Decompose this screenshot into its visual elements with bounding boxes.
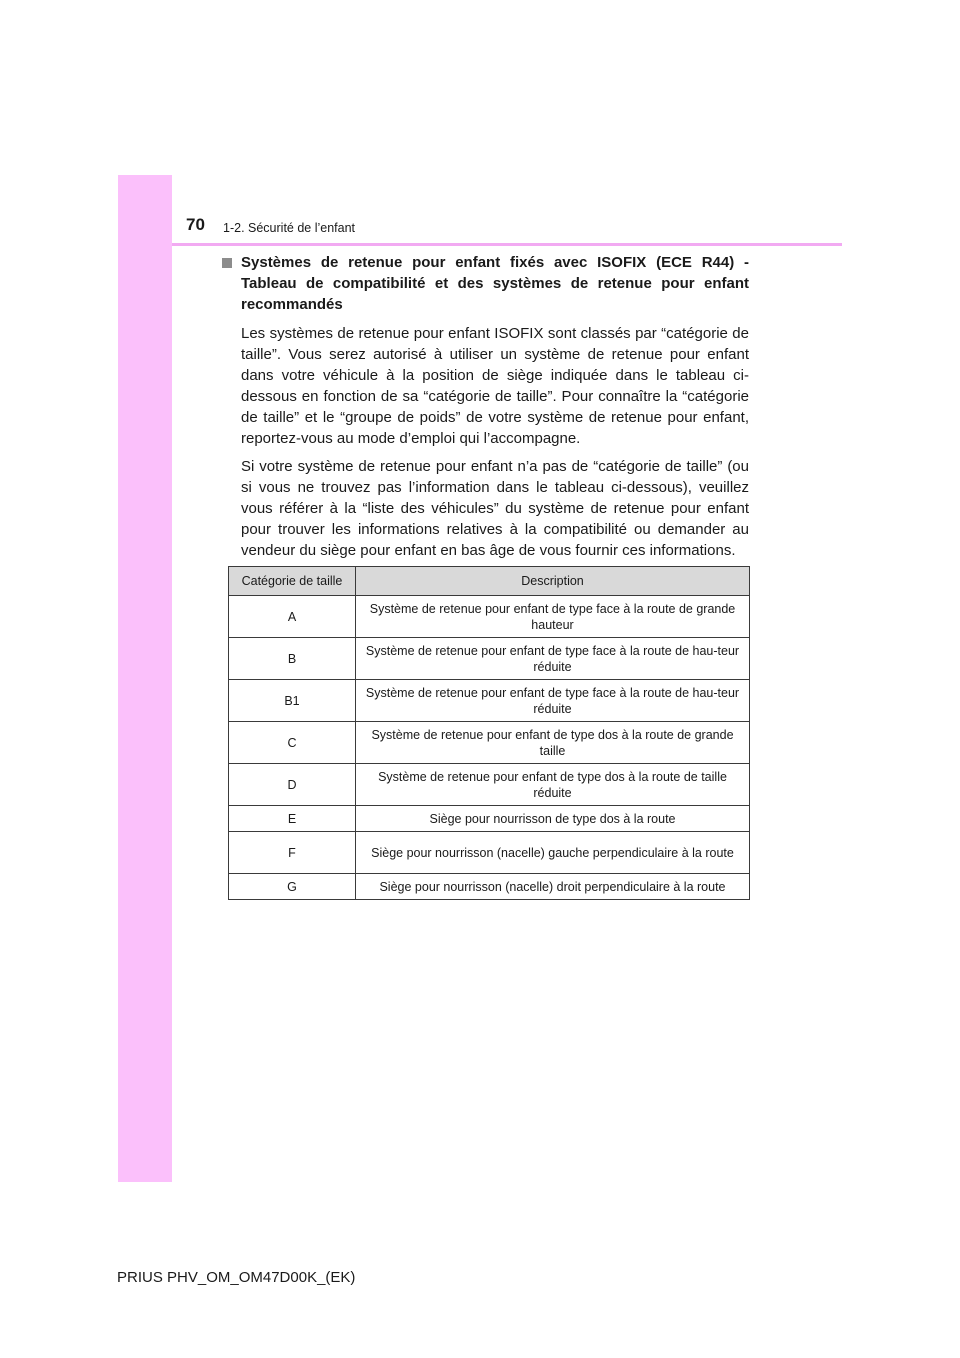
table-row (229, 680, 750, 722)
table-row (229, 806, 750, 832)
header-category: Catégorie de taille (229, 567, 356, 596)
side-tab-band (118, 175, 172, 1182)
row-description: Système de retenue pour enfant de type dos à la route de taille réduite (356, 764, 750, 806)
row-category: F (229, 832, 356, 874)
row-description: Système de retenue pour enfant de type dos à la route de grande taille (356, 722, 750, 764)
row-category: D (229, 764, 356, 806)
section-title: 1-2. Sécurité de l’enfant (223, 221, 356, 235)
row-category: B (229, 638, 356, 680)
row-description: Système de retenue pour enfant de type face à la route de hau-teur réduite (356, 680, 750, 722)
size-category-table (228, 566, 750, 900)
row-category: G (229, 874, 356, 900)
document-code: PRIUS PHV_OM_OM47D00K_(EK) (117, 1269, 356, 1286)
paragraph-2: Si votre système de retenue pour enfant n’a pas de “catégorie de taille” (ou si vous ne trouvez pas l’information dans le tableau ci-dessous), veuillez vous référer à la “liste des véhicules” du système de retenue pour enfant pour trouver les informations relatives à la compatibilité ou demander au vendeur du siège pour enfant en bas âge de vous fournir ces informations. (241, 458, 749, 559)
table-row (229, 764, 750, 806)
row-description: Système de retenue pour enfant de type face à la route de hau-teur réduite (356, 638, 750, 680)
section-heading: Systèmes de retenue pour enfant fixés avec ISOFIX (ECE R44) - Tableau de compatibilité et des systèmes de retenue pour enfant recommandés (241, 254, 749, 313)
row-description: Siège pour nourrisson de type dos à la route (356, 806, 750, 832)
main-content (222, 252, 749, 561)
table-row (229, 832, 750, 874)
table-row (229, 874, 750, 900)
row-category: B1 (229, 680, 356, 722)
row-category: C (229, 722, 356, 764)
header-description: Description (356, 567, 750, 596)
table-row (229, 722, 750, 764)
row-description: Système de retenue pour enfant de type face à la route de grande hauteur (356, 596, 750, 638)
header-rule (172, 243, 842, 246)
table-header-row (229, 567, 750, 596)
table-row (229, 638, 750, 680)
square-bullet-icon (222, 258, 232, 268)
row-category: A (229, 596, 356, 638)
row-category: E (229, 806, 356, 832)
row-description: Siège pour nourrisson (nacelle) gauche perpendiculaire à la route (356, 832, 750, 874)
table-row (229, 596, 750, 638)
row-description: Siège pour nourrisson (nacelle) droit perpendiculaire à la route (356, 874, 750, 900)
page-number: 70 (186, 215, 205, 234)
heading-row (222, 252, 749, 315)
paragraph-1: Les systèmes de retenue pour enfant ISOFIX sont classés par “catégorie de taille”. Vous serez autorisé à utiliser un système de retenue pour enfant dans votre véhicule à la position de siège indiquée dans le tableau ci-dessous en fonction de sa “catégorie de taille”. Pour connaître la “catégorie de taille” et le “groupe de poids” de votre système de retenue pour enfant, reportez-vous au mode d’emploi qui l’accompagne. (241, 325, 749, 447)
